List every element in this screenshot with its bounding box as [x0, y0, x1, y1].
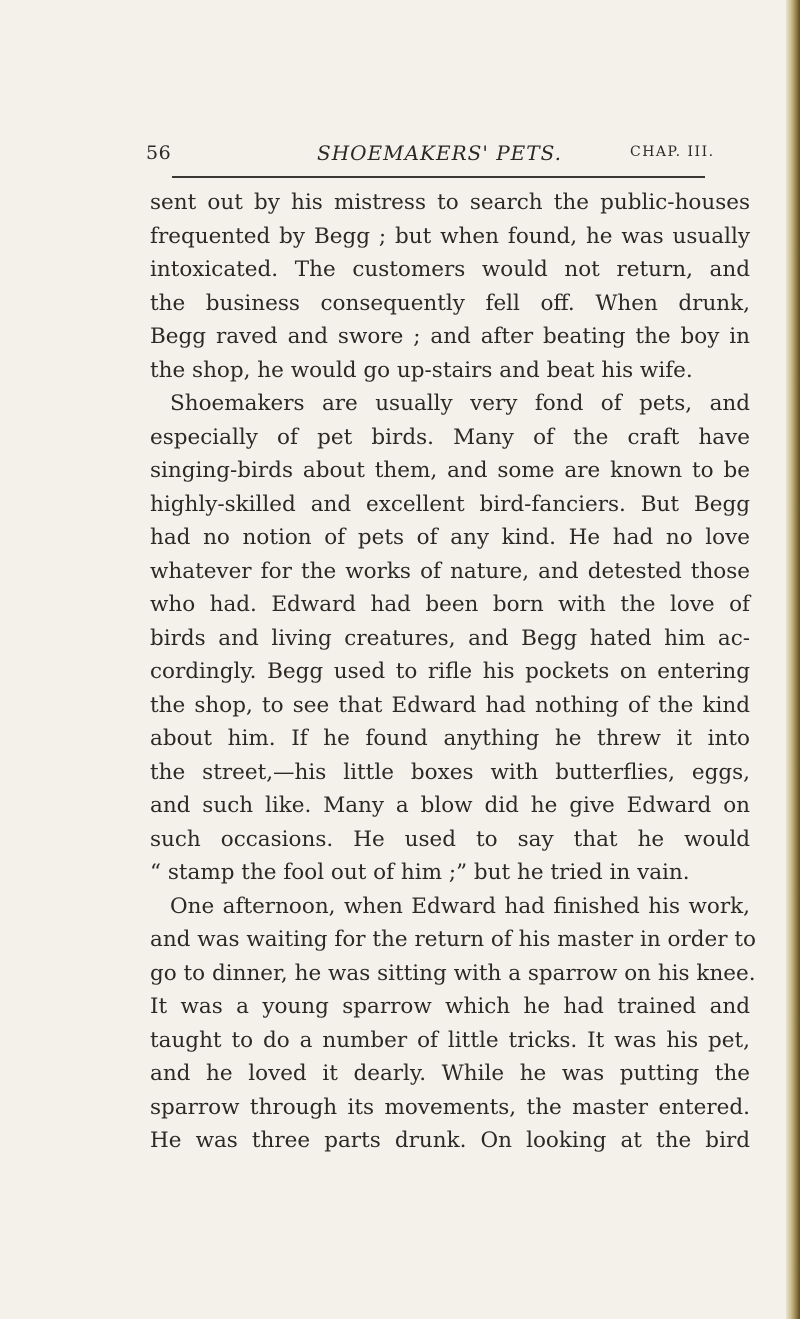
text-line: taught to do a number of little tricks. It was his pet,	[150, 1027, 750, 1053]
header-rule	[172, 176, 705, 178]
body-text	[150, 186, 756, 1158]
text-line: such occasions. He used to say that he would	[150, 826, 750, 852]
text-line: intoxicated. The customers would not return, and	[150, 257, 750, 282]
text-line: and he loved it dearly. While he was putting the	[150, 1061, 750, 1086]
text-line: about him. If he found anything he threw it into	[150, 726, 750, 751]
page-number: 56	[146, 142, 172, 164]
text-line: “ stamp the fool out of him ;” but he tried in vain.	[150, 860, 690, 885]
text-line: go to dinner, he was sitting with a sparrow on his knee.	[150, 960, 756, 986]
text-line: sparrow through its movements, the master entered.	[150, 1094, 750, 1120]
text-line: and was waiting for the return of his master in order to	[150, 927, 756, 952]
text-line: the shop, he would go up-stairs and beat his wife.	[150, 357, 693, 383]
text-line: Begg raved and swore ; and after beating the boy in	[150, 324, 750, 349]
chapter-marker: CHAP. III.	[630, 144, 715, 160]
text-line: especially of pet birds. Many of the craft have	[150, 424, 750, 450]
text-line: It was a young sparrow which he had trained and	[150, 994, 750, 1019]
text-line: highly-skilled and excellent bird-fanciers. But Begg	[150, 491, 750, 517]
text-line: cordingly. Begg used to rifle his pockets on entering	[150, 659, 750, 684]
text-line: singing-birds about them, and some are known to be	[150, 458, 750, 483]
page-header	[0, 142, 800, 172]
text-line: who had. Edward had been born with the love of	[150, 592, 750, 617]
text-line: Shoemakers are usually very fond of pets, and	[170, 391, 750, 416]
text-line: One afternoon, when Edward had finished his work,	[170, 893, 750, 919]
text-line: the shop, to see that Edward had nothing of the kind	[150, 692, 750, 718]
text-line: and such like. Many a blow did he give Edward on	[150, 793, 750, 818]
text-line: had no notion of pets of any kind. He had no love	[150, 525, 750, 550]
page-binding-edge	[786, 0, 800, 1319]
text-line: the business consequently fell off. When drunk,	[150, 290, 750, 316]
running-head: SHOEMAKERS' PETS.	[317, 141, 562, 165]
text-line: sent out by his mistress to search the public-houses	[150, 190, 750, 215]
text-line: whatever for the works of nature, and detested those	[150, 558, 750, 584]
text-line: birds and living creatures, and Begg hated him ac-	[150, 625, 750, 651]
text-line: frequented by Begg ; but when found, he was usually	[150, 223, 750, 249]
text-line: the street,—his little boxes with butterflies, eggs,	[150, 759, 750, 785]
text-line: He was three parts drunk. On looking at the bird	[150, 1128, 750, 1153]
